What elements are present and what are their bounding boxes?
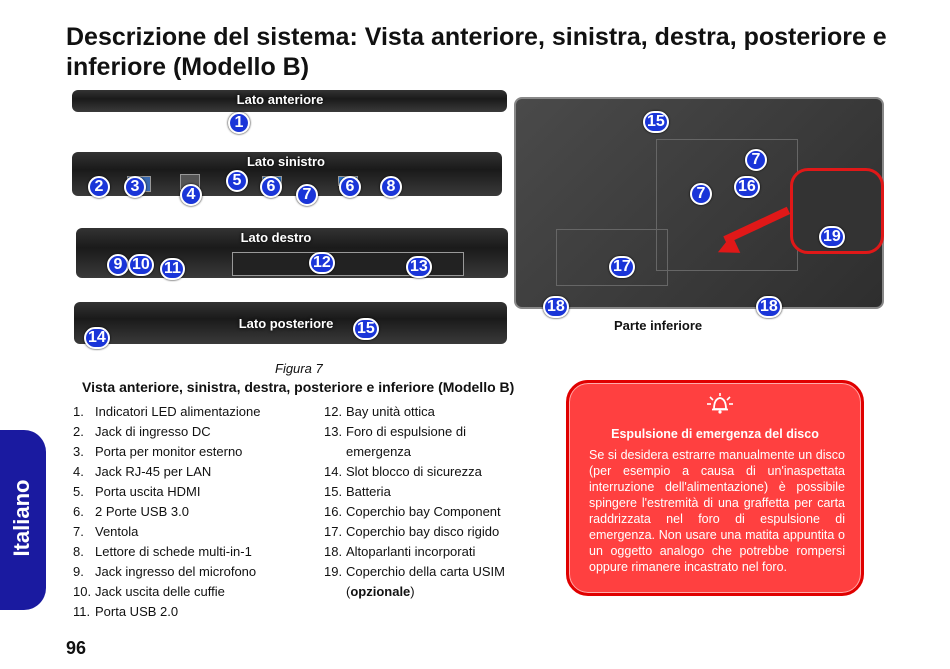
right-view-label: Lato destro xyxy=(240,230,312,245)
callout-15a: 15 xyxy=(353,318,379,340)
list-item: 14. Slot blocco di sicurezza xyxy=(324,464,482,479)
callout-11: 11 xyxy=(160,258,185,280)
list-item: 4. Jack RJ-45 per LAN xyxy=(73,464,212,479)
warning-box xyxy=(566,380,864,596)
list-item: 19. Coperchio della carta USIM (opzionale) xyxy=(324,564,505,599)
list-item: 17. Coperchio bay disco rigido xyxy=(324,524,500,539)
hdd-bay-cover xyxy=(556,229,668,286)
rear-view-label: Lato posteriore xyxy=(238,316,334,331)
front-view-label: Lato anteriore xyxy=(236,92,324,107)
callout-14: 14 xyxy=(84,327,110,349)
callout-10: 10 xyxy=(128,254,154,276)
list-item: 11. Porta USB 2.0 xyxy=(73,604,179,619)
callout-5: 5 xyxy=(226,170,248,192)
callout-15b: 15 xyxy=(643,111,669,133)
warning-bell-icon xyxy=(705,391,735,417)
callout-4: 4 xyxy=(180,184,202,206)
callout-18a: 18 xyxy=(543,296,569,318)
bottom-view-label: Parte inferiore xyxy=(614,318,703,333)
callout-7b: 7 xyxy=(745,149,767,171)
callout-8: 8 xyxy=(380,176,402,198)
list-item: 3. Porta per monitor esterno xyxy=(73,444,243,459)
list-item: 12. Bay unità ottica xyxy=(324,404,435,419)
page-number: 96 xyxy=(66,638,87,658)
callout-12: 12 xyxy=(309,252,335,274)
callout-1: 1 xyxy=(228,112,250,134)
callout-16: 16 xyxy=(734,176,760,198)
callout-7a: 7 xyxy=(296,184,318,206)
callout-19: 19 xyxy=(819,226,845,248)
warning-text: Se si desidera estrarre manualmente un disco (per esempio a causa di un'inaspettata interruzione dell'alimentazione) è possibile spingere l'estremità di una graffetta per carta raddrizzata nel foro di espulsione di emergenza. Non usare una matita appuntita o un oggetto analogo che potrebbe rompersi oppure rimanere incastrato nel foro. xyxy=(589,448,845,574)
figure-caption: Vista anteriore, sinistra, destra, posteriore e inferiore (Modello B) xyxy=(82,379,515,395)
callout-13: 13 xyxy=(406,256,432,278)
callout-7c: 7 xyxy=(690,183,712,205)
list-item: 18. Altoparlanti incorporati xyxy=(324,544,476,559)
list-item: 2. Jack di ingresso DC xyxy=(73,424,211,439)
page-title: Descrizione del sistema: Vista anteriore, sinistra, destra, posteriore e inferiore (Modello B) xyxy=(66,23,887,81)
legend-list-left xyxy=(73,402,313,622)
left-view-label: Lato sinistro xyxy=(246,154,325,169)
callout-9: 9 xyxy=(107,254,129,276)
legend-list-right xyxy=(324,402,534,602)
language-side-tab xyxy=(0,430,46,610)
list-item: 8. Lettore di schede multi-in-1 xyxy=(73,544,252,559)
list-item: 7. Ventola xyxy=(73,524,139,539)
callout-3: 3 xyxy=(124,176,146,198)
list-item: 9. Jack ingresso del microfono xyxy=(73,564,257,579)
language-label: Italiano xyxy=(9,479,34,557)
list-item: 1. Indicatori LED alimentazione xyxy=(73,404,261,419)
figure-label: Figura 7 xyxy=(275,361,323,376)
callout-6a: 6 xyxy=(260,176,282,198)
list-item: 15. Batteria xyxy=(324,484,391,499)
list-item: 10. Jack uscita delle cuffie xyxy=(73,584,225,599)
list-item: 5. Porta uscita HDMI xyxy=(73,484,201,499)
callout-17: 17 xyxy=(609,256,635,278)
optional-note: opzionale xyxy=(350,584,411,599)
list-item: 16. Coperchio bay Component xyxy=(324,504,501,519)
list-item: 6. 2 Porte USB 3.0 xyxy=(73,504,189,519)
callout-2: 2 xyxy=(88,176,110,198)
callout-6b: 6 xyxy=(339,176,361,198)
list-item: 13. Foro di espulsione di emergenza xyxy=(324,424,466,459)
callout-18b: 18 xyxy=(756,296,782,318)
warning-title: Espulsione di emergenza del disco xyxy=(611,427,819,441)
